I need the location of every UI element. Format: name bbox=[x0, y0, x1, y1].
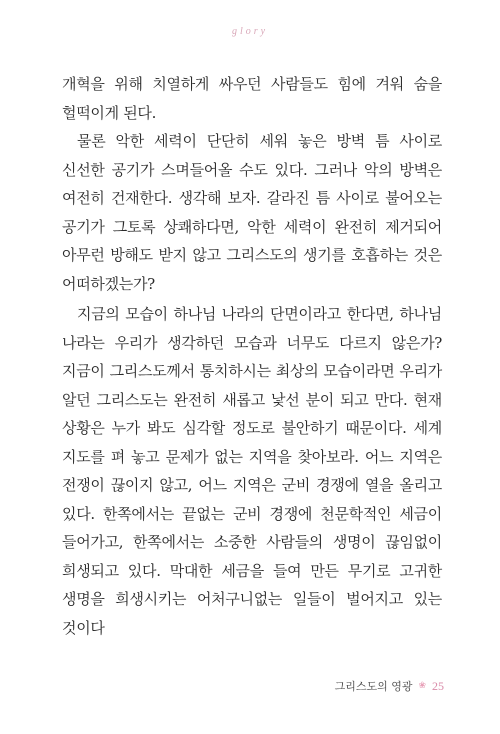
page-number: 25 bbox=[432, 678, 444, 693]
paragraph: 지금의 모습이 하나님 나라의 단면이라고 한다면, 하나님 나라는 우리가 생각하던 모습과 너무도 다르지 않은가? 지금이 그리스도께서 통치하시는 최상의 모습이라면 우리가 알던 그리스도는 완전히 새롭고 낯선 분이 되고 만다. 현재 상황은 누가 봐도 심각할 정도로 불안하기 때문이다. 세계 지도를 펴 놓고 문제가 없는 지역을 찾아보라. 어느 지역은 전쟁이 끊이지 않고, 어느 지역은 군비 경쟁에 열을 올리고 있다. 한쪽에서는 끝없는 군비 경쟁에 천문학적인 세금이 들어가고, 한쪽에서는 소중한 사람들의 생명이 끊임없이 희생되고 있다. 막대한 세금을 들여 만든 무기로 고귀한 생명을 희생시키는 어처구니없는 일들이 벌어지고 있는 것이다 bbox=[62, 305, 442, 637]
paragraph: 개혁을 위해 치열하게 싸우던 사람들도 힘에 겨워 숨을 헐떡이게 된다. bbox=[62, 75, 442, 122]
text-block-1 bbox=[62, 70, 442, 298]
paragraph: 물론 악한 세력이 단단히 세워 놓은 방벽 틈 사이로 신선한 공기가 스며들어올 수도 있다. 그러나 악의 방벽은 여전히 건재한다. 생각해 보자. 갈라진 틈 사이로 불어오는 공기가 그토록 상쾌하다면, 악한 세력이 완전히 제거되어 아무런 방해도 받지 않고 그리스도의 생기를 호흡하는 것은 어떠하겠는가? bbox=[62, 132, 442, 293]
page-footer bbox=[335, 678, 444, 694]
text-block-2 bbox=[62, 300, 442, 642]
running-header: glory bbox=[231, 26, 269, 37]
footer-book-title: 그리스도의 영광 bbox=[334, 680, 413, 693]
flower-icon: ❀ bbox=[418, 681, 426, 691]
